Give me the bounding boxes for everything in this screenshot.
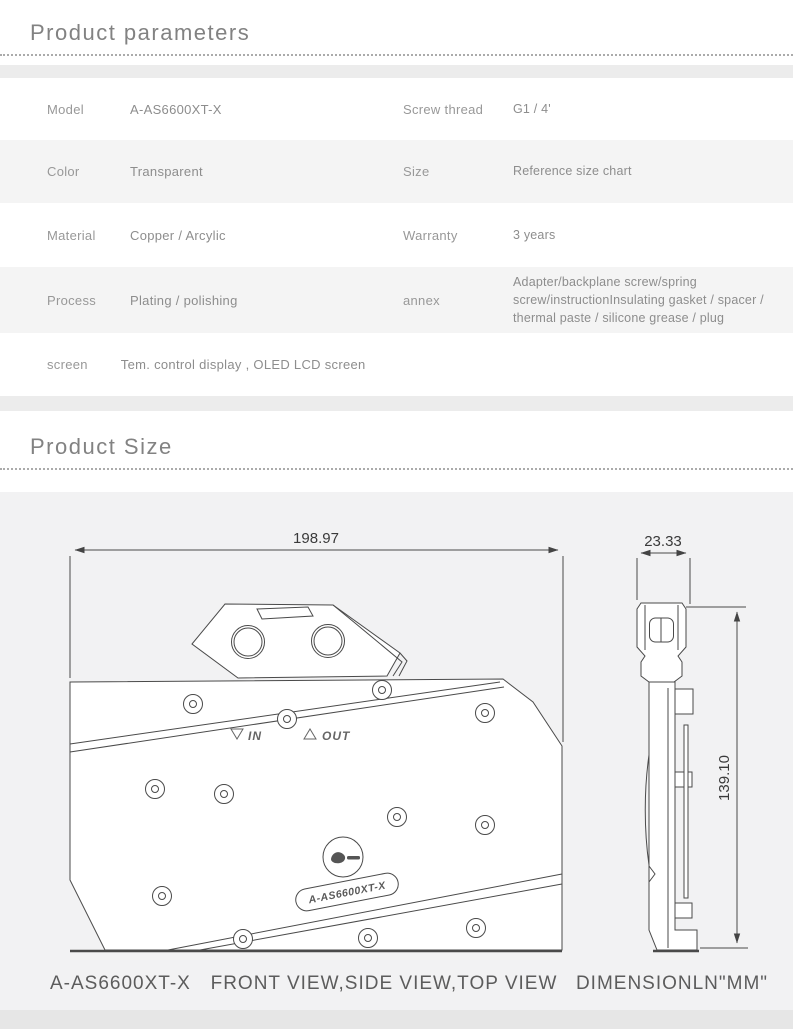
dim-width-label: 198.97: [293, 530, 339, 547]
param-label: Warranty: [403, 227, 458, 243]
brand-logo-icon: [323, 837, 363, 877]
page-title-size: Product Size: [30, 434, 173, 459]
parameters-table: [0, 78, 793, 396]
table-row: [0, 267, 793, 333]
divider-parameters: [0, 54, 793, 56]
param-label: Process: [47, 292, 97, 308]
param-value: Transparent: [130, 164, 203, 179]
nameplate-text: A-AS6600XT-X: [307, 879, 387, 907]
table-top-bar: [0, 65, 793, 78]
dim-height-label: 139.10: [716, 755, 733, 801]
param-value: Plating / polishing: [130, 292, 238, 308]
param-label: screen: [47, 357, 88, 372]
caption-view-names: FRONT VIEW,SIDE VIEW,TOP VIEW: [210, 973, 558, 994]
param-label: Material: [47, 227, 96, 243]
param-label: annex: [403, 292, 440, 308]
table-row: [0, 203, 793, 267]
technical-drawing: [0, 492, 793, 1010]
param-value: Adapter/backplane screw/spring screw/instructionInsulating gasket / spacer / thermal paste / silicone grease / plug: [513, 274, 764, 326]
divider-size: [0, 468, 793, 470]
param-label: Screw thread: [403, 101, 484, 117]
table-row: [0, 333, 793, 396]
table-row: [0, 140, 793, 203]
table-bottom-bar: [0, 396, 793, 411]
caption-model-number: A-AS6600XT-X: [50, 973, 191, 994]
table-row: [0, 78, 793, 140]
param-value: A-AS6600XT-X: [130, 101, 222, 117]
dim-depth-label: 23.33: [644, 533, 682, 550]
flow-in-label: IN: [248, 729, 262, 743]
caption-dimension-units: DIMENSIONLN"MM": [575, 973, 769, 994]
side-view: [637, 553, 748, 950]
flow-out-label: OUT: [322, 729, 351, 743]
size-drawing-panel: [0, 492, 793, 1010]
page-title-parameters: Product parameters: [30, 20, 251, 45]
param-label: Size: [403, 164, 430, 179]
param-value: 3 years: [513, 227, 556, 242]
param-value: Copper / Arcylic: [130, 227, 226, 243]
page-bottom-bar: [0, 1010, 793, 1029]
param-label: Model: [47, 101, 84, 117]
param-label: Color: [47, 164, 80, 179]
param-value: Reference size chart: [513, 164, 632, 179]
param-value: G1 / 4': [513, 101, 551, 116]
param-value: Tem. control display , OLED LCD screen: [120, 357, 366, 372]
